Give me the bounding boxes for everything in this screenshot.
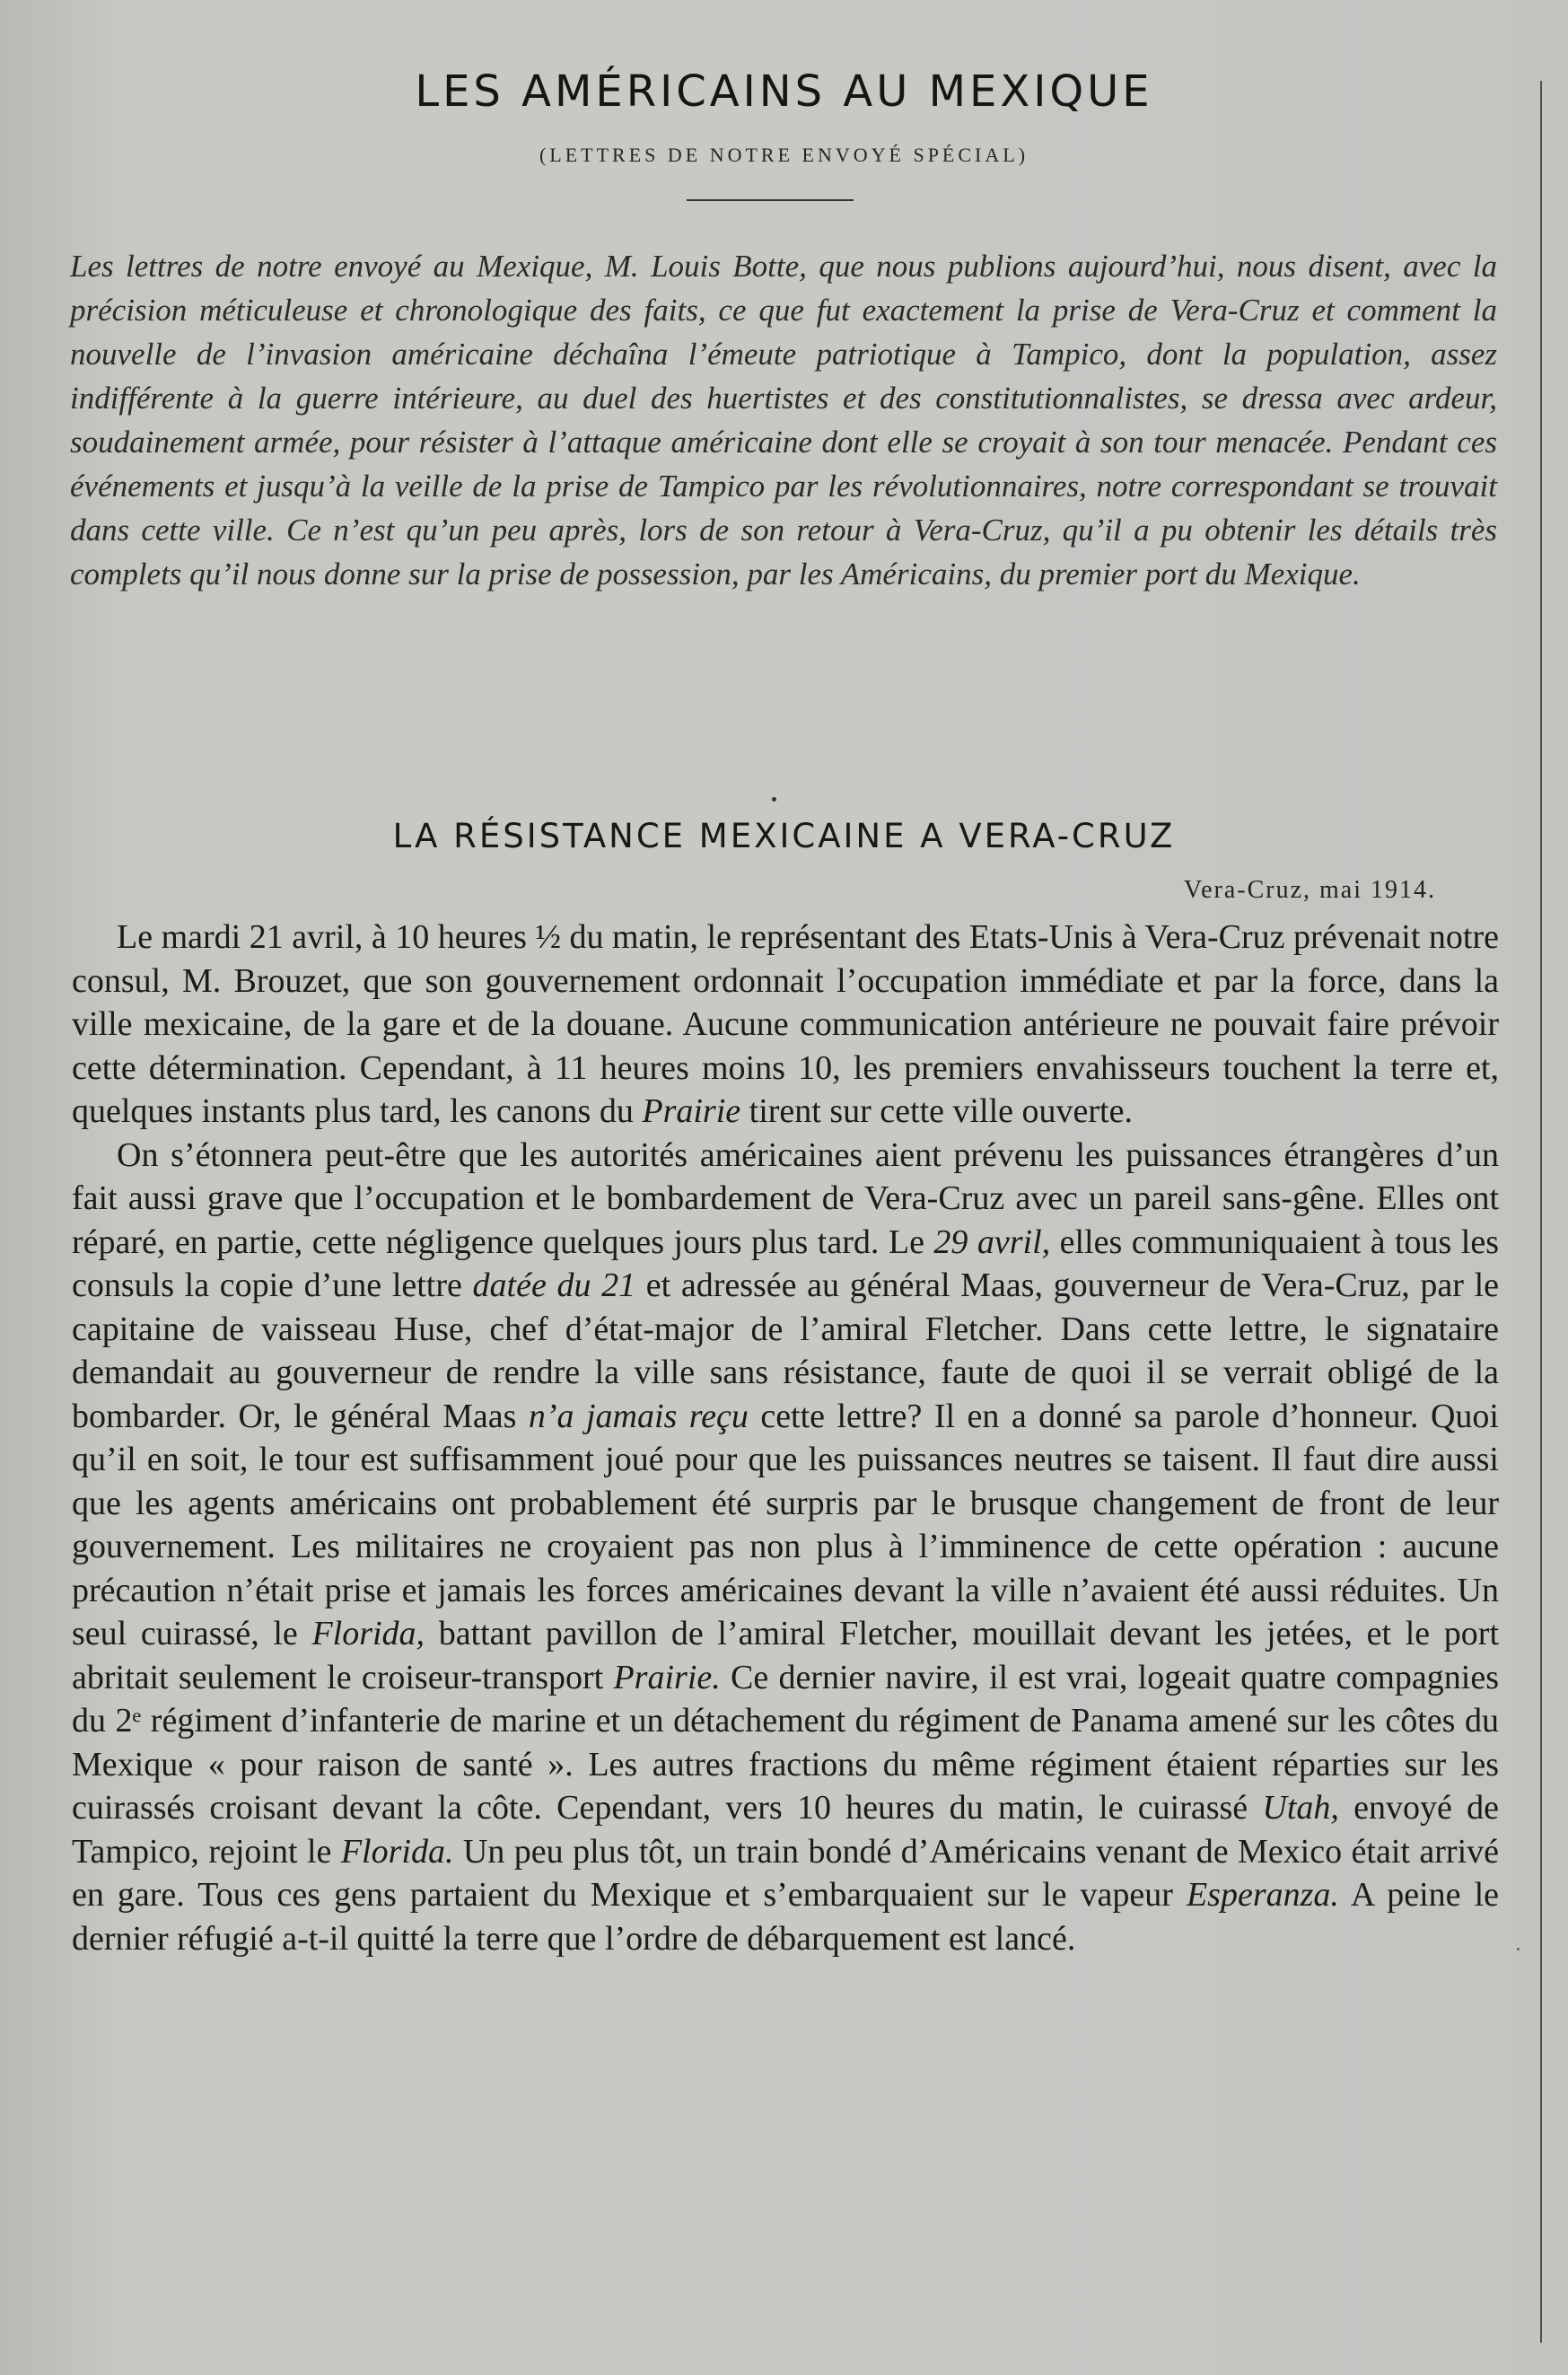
section-heading: LA RÉSISTANCE MEXICAINE A VERA-CRUZ <box>392 817 1176 855</box>
text-run: A peine le dernier réfugié a-t-il quitté la terre que l’ordre de débarquement est lancé. <box>72 1876 1499 1958</box>
italic-run: n’a jamais reçu <box>528 1397 749 1435</box>
italic-run: Florida, <box>311 1615 425 1652</box>
article-body <box>72 916 1499 1960</box>
italic-run: Utah, <box>1262 1789 1339 1827</box>
title-divider <box>687 199 854 201</box>
italic-run: Florida. <box>340 1832 454 1871</box>
intro-paragraph: Les lettres de notre envoyé au Mexique, M. Louis Botte, que nous publions aujourd’hui, nous disent, avec la précision méticuleuse et chronologique des faits, ce que fut exactement la prise de Vera-Cruz et comment la nouvelle de l’invasion américaine déchaîna l’émeute patriotique à Tampico, dont la population, assez indifférente à la guerre intérieure, au duel des huertistes et des constitutionnalistes, se dressa avec ardeur, soudainement armée, pour résister à l’attaque américaine dont elle se croyait à son tour menacée. Pendant ces événements et jusqu’à la veille de la prise de Tampico par les révolutionnaires, notre correspondant se trouvait dans cette ville. Ce n’est qu’un peu après, lors de son retour à Vera-Cruz, qu’il a pu obtenir les détails très complets qu’il nous donne sur la prise de possession, par les Américains, du premier port du Mexique. <box>70 249 1497 592</box>
text-run: envoyé de Tampico, rejoint le <box>72 1789 1499 1871</box>
body-paragraph <box>72 916 1499 1134</box>
print-speck <box>1517 1948 1520 1950</box>
text-run: On s’étonnera peut-être que les autorités américaines aient prévenu les puissances étrangères d’un fait aussi grave que l’occupation et le bombardement de Vera-Cruz avec un pareil sans-gêne. Elles ont réparé, en partie, cette négligence quelques jours plus tard. Le <box>72 1135 1499 1261</box>
text-run: Un peu plus tôt, un train bondé d’Américains venant de Mexico était arrivé en gare. Tous ces gens partaient du Mexique et s’embarquaient sur le vapeur <box>72 1832 1499 1914</box>
italic-run: Esperanza. <box>1186 1876 1339 1914</box>
body-paragraph <box>72 1134 1499 1961</box>
italic-run: 29 avril, <box>933 1223 1051 1261</box>
italic-run: datée du 21 <box>472 1266 636 1304</box>
page-edge-rule <box>1540 81 1542 2343</box>
text-run: Le mardi 21 avril, à 10 heures ½ du matin, le représentant des Etats-Unis à Vera-Cruz prévenait notre consul, M. Brouzet, que son gouvernement ordonnait l’occupation immédiate et par la force, dans la ville mexicaine, de la gare et de la douane. Aucune communication antérieure ne pouvait faire prévoir cette détermination. Cependant, à 11 heures moins 10, les premiers envahisseurs touchent la terre et, quelques instants plus tard, les canons du <box>72 918 1499 1130</box>
text-run: cette lettre? Il en a donné sa parole d’honneur. Quoi qu’il en soit, le tour est suffisamment joué pour que les puissances neutres se taisent. Il faut dire aussi que les agents américains ont probablement été surpris par le brusque changement de front de leur gouvernement. Les militaires ne croyaient pas non plus à l’imminence de cette opération : aucune précaution n’était prise et jamais les forces américaines devant la ville n’avaient été aussi réduites. Un seul cuirassé, le <box>72 1397 1499 1652</box>
article-subtitle: (LETTRES DE NOTRE ENVOYÉ SPÉCIAL) <box>539 144 1029 166</box>
text-run: tirent sur cette ville ouverte. <box>740 1092 1133 1130</box>
text-run: et adressée au général Maas, gouverneur de Vera-Cruz, par le capitaine de vaisseau Huse, chef d’état-major de l’amiral Fletcher. Dans cette lettre, le signataire demandait au gouverneur de rendre la ville sans résistance, faute de quoi il se verrait obligé de la bombarder. Or, le général Maas <box>72 1266 1499 1435</box>
italic-run: Prairie. <box>613 1658 721 1696</box>
article-title: LES AMÉRICAINS AU MEXIQUE <box>415 66 1153 117</box>
text-run: Ce dernier navire, il est vrai, logeait quatre compagnies du 2ᵉ régiment d’infanterie de marine et un détachement du régiment de Panama amené sur les côtes du Mexique « pour raison de santé ». Les autres fractions du même régiment étaient réparties sur les cuirassés croisant devant la côte. Cependant, vers 10 heures du matin, le cuirassé <box>72 1658 1500 1827</box>
print-speck <box>772 797 776 802</box>
dateline: Vera-Cruz, mai 1914. <box>1183 876 1436 904</box>
text-run: battant pavillon de l’amiral Fletcher, mouillait devant les jetées, et le port abritait seulement le croiseur-transport <box>72 1615 1500 1696</box>
text-run: elles communiquaient à tous les consuls la copie d’une lettre <box>72 1223 1499 1304</box>
italic-run: Prairie <box>642 1092 741 1130</box>
